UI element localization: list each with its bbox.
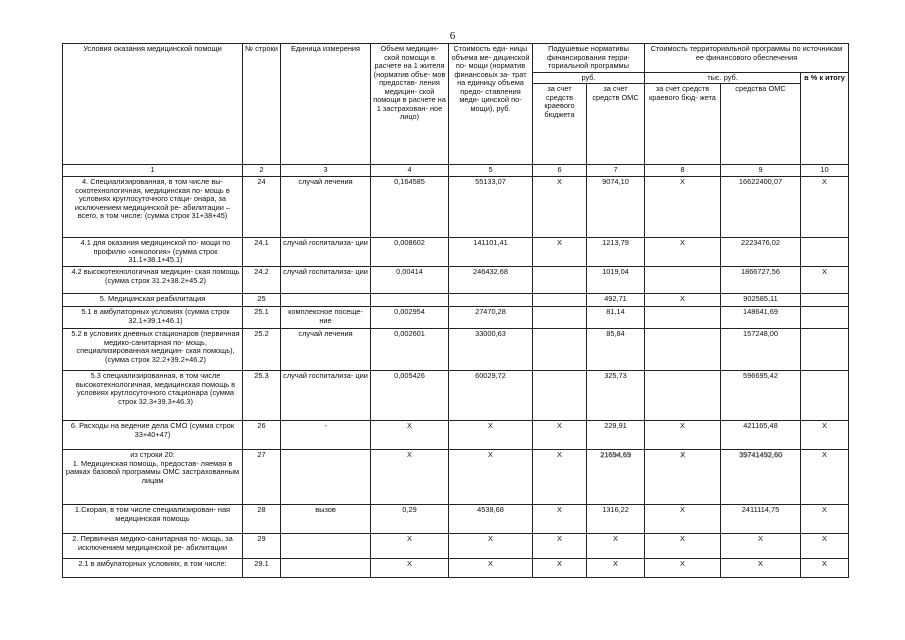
colnum-4: 4 <box>371 165 449 177</box>
header-thous-rub: тыс. руб. <box>645 72 801 84</box>
header-row-1 <box>63 44 849 73</box>
header-col6: за счет средств краевого бюджета <box>533 84 587 165</box>
cell-col3: случай лечения <box>281 329 371 371</box>
cell-col1: 4.2 высокотехнологичная медицин- ская помощь (сумма строк 31.2+38.2+45.2) <box>63 267 243 294</box>
cell-col5: 55133,07 <box>449 177 533 238</box>
cell-col9: Х <box>721 559 801 578</box>
cell-col10 <box>801 238 849 267</box>
cell-col1: 4.1 для оказания медицинской по- мощи по профилю «онкология» (сумма строк 31.1+38.1+45.1) <box>63 238 243 267</box>
cell-col5: 246432,68 <box>449 267 533 294</box>
cell-col8: Х <box>645 534 721 559</box>
cell-col4: Х <box>371 450 449 505</box>
cell-col7: 21694,69 <box>587 450 645 505</box>
table-row <box>63 294 849 307</box>
cell-col9: 2411114,75 <box>721 505 801 534</box>
cell-col9: 39741492,60 <box>721 450 801 505</box>
cell-col7: 1316,22 <box>587 505 645 534</box>
colnum-5: 5 <box>449 165 533 177</box>
cell-col1: 5.3 специализированная, в том числе высокотехнологичная, медицинская помощь в условиях круглосуточного стационара (сумма строк 32.3+39.3+46.3) <box>63 371 243 421</box>
cell-col7: 492,71 <box>587 294 645 307</box>
cell-col2: 24.1 <box>243 238 281 267</box>
cell-col2: 28 <box>243 505 281 534</box>
cell-col10: Х <box>801 267 849 294</box>
cell-col1: 5.2 в условиях дневных стационаров (первичная медико-санитарная по- мощь, специализированная медицин- ская помощь), (сумма строк 32.2+39.2+46.2) <box>63 329 243 371</box>
table-row <box>63 238 849 267</box>
cell-col8: Х <box>645 559 721 578</box>
colnum-3: 3 <box>281 165 371 177</box>
cell-col3 <box>281 294 371 307</box>
cell-col1: 1.Скорая, в том числе специализирован- ная медицинская помощь <box>63 505 243 534</box>
cell-col10: Х <box>801 450 849 505</box>
table-row <box>63 307 849 329</box>
cell-col1: 6. Расходы на ведение дела СМО (сумма строк 33+40+47) <box>63 421 243 450</box>
table-row <box>63 371 849 421</box>
cell-col6: Х <box>533 505 587 534</box>
cell-col10: Х <box>801 534 849 559</box>
cell-col6: Х <box>533 177 587 238</box>
cell-col2: 24 <box>243 177 281 238</box>
cell-col5: Х <box>449 559 533 578</box>
cell-col5: 60029,72 <box>449 371 533 421</box>
cell-col7: 1019,04 <box>587 267 645 294</box>
table-row <box>63 534 849 559</box>
cell-col4: 0,00414 <box>371 267 449 294</box>
cell-col8: Х <box>645 177 721 238</box>
cell-col6 <box>533 307 587 329</box>
colnum-6: 6 <box>533 165 587 177</box>
cell-col9: 421165,48 <box>721 421 801 450</box>
cell-col7: 1213,79 <box>587 238 645 267</box>
cell-col8: Х <box>645 505 721 534</box>
cell-col7: 325,73 <box>587 371 645 421</box>
cell-col9: 902585,11 <box>721 294 801 307</box>
cell-col4 <box>371 294 449 307</box>
cell-col7: Х <box>587 534 645 559</box>
header-rub: руб. <box>533 72 645 84</box>
cell-col5: Х <box>449 534 533 559</box>
cell-col4: Х <box>371 559 449 578</box>
cell-col10: Х <box>801 177 849 238</box>
cell-col1: из строки 20: 1. Медицинская помощь, предостав- ляемая в рамках базовой программы ОМС застрахованным лицам <box>63 450 243 505</box>
cell-col2: 24.2 <box>243 267 281 294</box>
cell-col8: Х <box>645 294 721 307</box>
cell-col3: случай госпитализа- ции <box>281 371 371 421</box>
cell-col4: 0,002601 <box>371 329 449 371</box>
cell-col1: 5. Медицинская реабилитация <box>63 294 243 307</box>
table-row <box>63 559 849 578</box>
cell-col1: 5.1 в амбулаторных условиях (сумма строк 32.1+39.1+46.1) <box>63 307 243 329</box>
header-col8: за счет средств краевого бюд- жета <box>645 84 721 165</box>
cell-col4: 0,008602 <box>371 238 449 267</box>
header-col9: средства ОМС <box>721 84 801 165</box>
cell-col3: случай лечения <box>281 177 371 238</box>
table-row <box>63 505 849 534</box>
cell-col7: Х <box>587 559 645 578</box>
column-numbers-row <box>63 165 849 177</box>
cell-col1: 2. Первичная медико-санитарная по- мощь, за исключением медицинской ре- абилитации <box>63 534 243 559</box>
header-col2: № строки <box>243 44 281 165</box>
cell-col5: Х <box>449 421 533 450</box>
header-col7: за счет средств ОМС <box>587 84 645 165</box>
cell-col6: Х <box>533 534 587 559</box>
colnum-8: 8 <box>645 165 721 177</box>
cell-col2: 26 <box>243 421 281 450</box>
cell-col7: 9074,10 <box>587 177 645 238</box>
program-cost-table <box>62 43 849 578</box>
cell-col10 <box>801 329 849 371</box>
cell-col5: 27470,28 <box>449 307 533 329</box>
colnum-1: 1 <box>63 165 243 177</box>
cell-col3 <box>281 559 371 578</box>
cell-col6 <box>533 371 587 421</box>
cell-col4: 0,002954 <box>371 307 449 329</box>
cell-col6: Х <box>533 559 587 578</box>
cell-col6 <box>533 294 587 307</box>
cell-col6: Х <box>533 421 587 450</box>
cell-col5: 141101,41 <box>449 238 533 267</box>
cell-col9: 157248,00 <box>721 329 801 371</box>
cell-col6 <box>533 267 587 294</box>
cell-col9: Х <box>721 534 801 559</box>
cell-col8 <box>645 267 721 294</box>
cell-col8 <box>645 307 721 329</box>
table-row <box>63 267 849 294</box>
colnum-2: 2 <box>243 165 281 177</box>
cell-col6: Х <box>533 450 587 505</box>
table-row <box>63 177 849 238</box>
cell-col10 <box>801 307 849 329</box>
cell-col3: вызов <box>281 505 371 534</box>
cell-col3 <box>281 450 371 505</box>
header-col10-text: в % к итогу <box>804 72 845 82</box>
table-body <box>63 177 849 578</box>
cell-col6: Х <box>533 238 587 267</box>
cell-col8: Х <box>645 450 721 505</box>
cell-col5 <box>449 294 533 307</box>
cell-col4: 0,29 <box>371 505 449 534</box>
cell-col1: 4. Специализированная, в том числе вы- сокотехнологичная, медицинская по- мощь в условиях круглосуточного стаци- онара, за исключением медицинской ре- абилитации – всего, в том числе: (сумма строк 31+38+45) <box>63 177 243 238</box>
header-col5: Стоимость еди- ницы объема ме- дицинской по- мощи (норматив финансовых за- трат на единицу объема предо- ставления меди- цинской по- мощи), руб. <box>449 44 533 165</box>
cell-col2: 29 <box>243 534 281 559</box>
header-col3: Единица измерения <box>281 44 371 165</box>
cell-col2: 25.1 <box>243 307 281 329</box>
cell-col8: Х <box>645 421 721 450</box>
cell-col4: 0,164585 <box>371 177 449 238</box>
colnum-7: 7 <box>587 165 645 177</box>
cell-col10: Х <box>801 505 849 534</box>
cell-col8 <box>645 371 721 421</box>
cell-col2: 27 <box>243 450 281 505</box>
cell-col10 <box>801 294 849 307</box>
header-col10 <box>801 72 849 165</box>
cell-col9: 596695,42 <box>721 371 801 421</box>
cell-col3: случай госпитализа- ции <box>281 238 371 267</box>
cell-col2: 25.3 <box>243 371 281 421</box>
cell-col10 <box>801 371 849 421</box>
header-col1: Условия оказания медицинской помощи <box>63 44 243 165</box>
cell-col4: 0,005426 <box>371 371 449 421</box>
cell-col5: 4538,68 <box>449 505 533 534</box>
cell-col8: Х <box>645 238 721 267</box>
cell-col4: Х <box>371 421 449 450</box>
header-col6-7: Подушевые нормативы финансирования терри- ториальной программы <box>533 44 645 73</box>
cell-col6 <box>533 329 587 371</box>
cell-col2: 25 <box>243 294 281 307</box>
header-col8-10: Стоимость территориальной программы по источникам ее финансового обеспечения <box>645 44 849 73</box>
cell-col3 <box>281 534 371 559</box>
cell-col10: Х <box>801 559 849 578</box>
cell-col9: 16622400,07 <box>721 177 801 238</box>
cell-col1: 2.1 в амбулаторных условиях, в том числе: <box>63 559 243 578</box>
cell-col3: - <box>281 421 371 450</box>
cell-col3: случай госпитализа- ции <box>281 267 371 294</box>
cell-col7: 81,14 <box>587 307 645 329</box>
colnum-10: 10 <box>801 165 849 177</box>
page-number: 6 <box>449 30 456 42</box>
cell-col3: комплексное посеще- ние <box>281 307 371 329</box>
cell-col4: Х <box>371 534 449 559</box>
cell-col9: 148641,69 <box>721 307 801 329</box>
cell-col10: Х <box>801 421 849 450</box>
table-row <box>63 421 849 450</box>
cell-col2: 25.2 <box>243 329 281 371</box>
table-row <box>63 329 849 371</box>
cell-col8 <box>645 329 721 371</box>
cell-col9: 1866727,56 <box>721 267 801 294</box>
cell-col5: 33000,63 <box>449 329 533 371</box>
cell-col5: Х <box>449 450 533 505</box>
colnum-9: 9 <box>721 165 801 177</box>
header-col4: Объем медицин- ской помощи в расчете на 1 жителя (норматив объе- мов предостав- ления медицин- ской помощи в расчете на 1 застрахован- ное лицо) <box>371 44 449 165</box>
cell-col7: 229,91 <box>587 421 645 450</box>
cell-col9: 2223476,02 <box>721 238 801 267</box>
cell-col2: 29.1 <box>243 559 281 578</box>
cell-col7: 85,84 <box>587 329 645 371</box>
table-row <box>63 450 849 505</box>
